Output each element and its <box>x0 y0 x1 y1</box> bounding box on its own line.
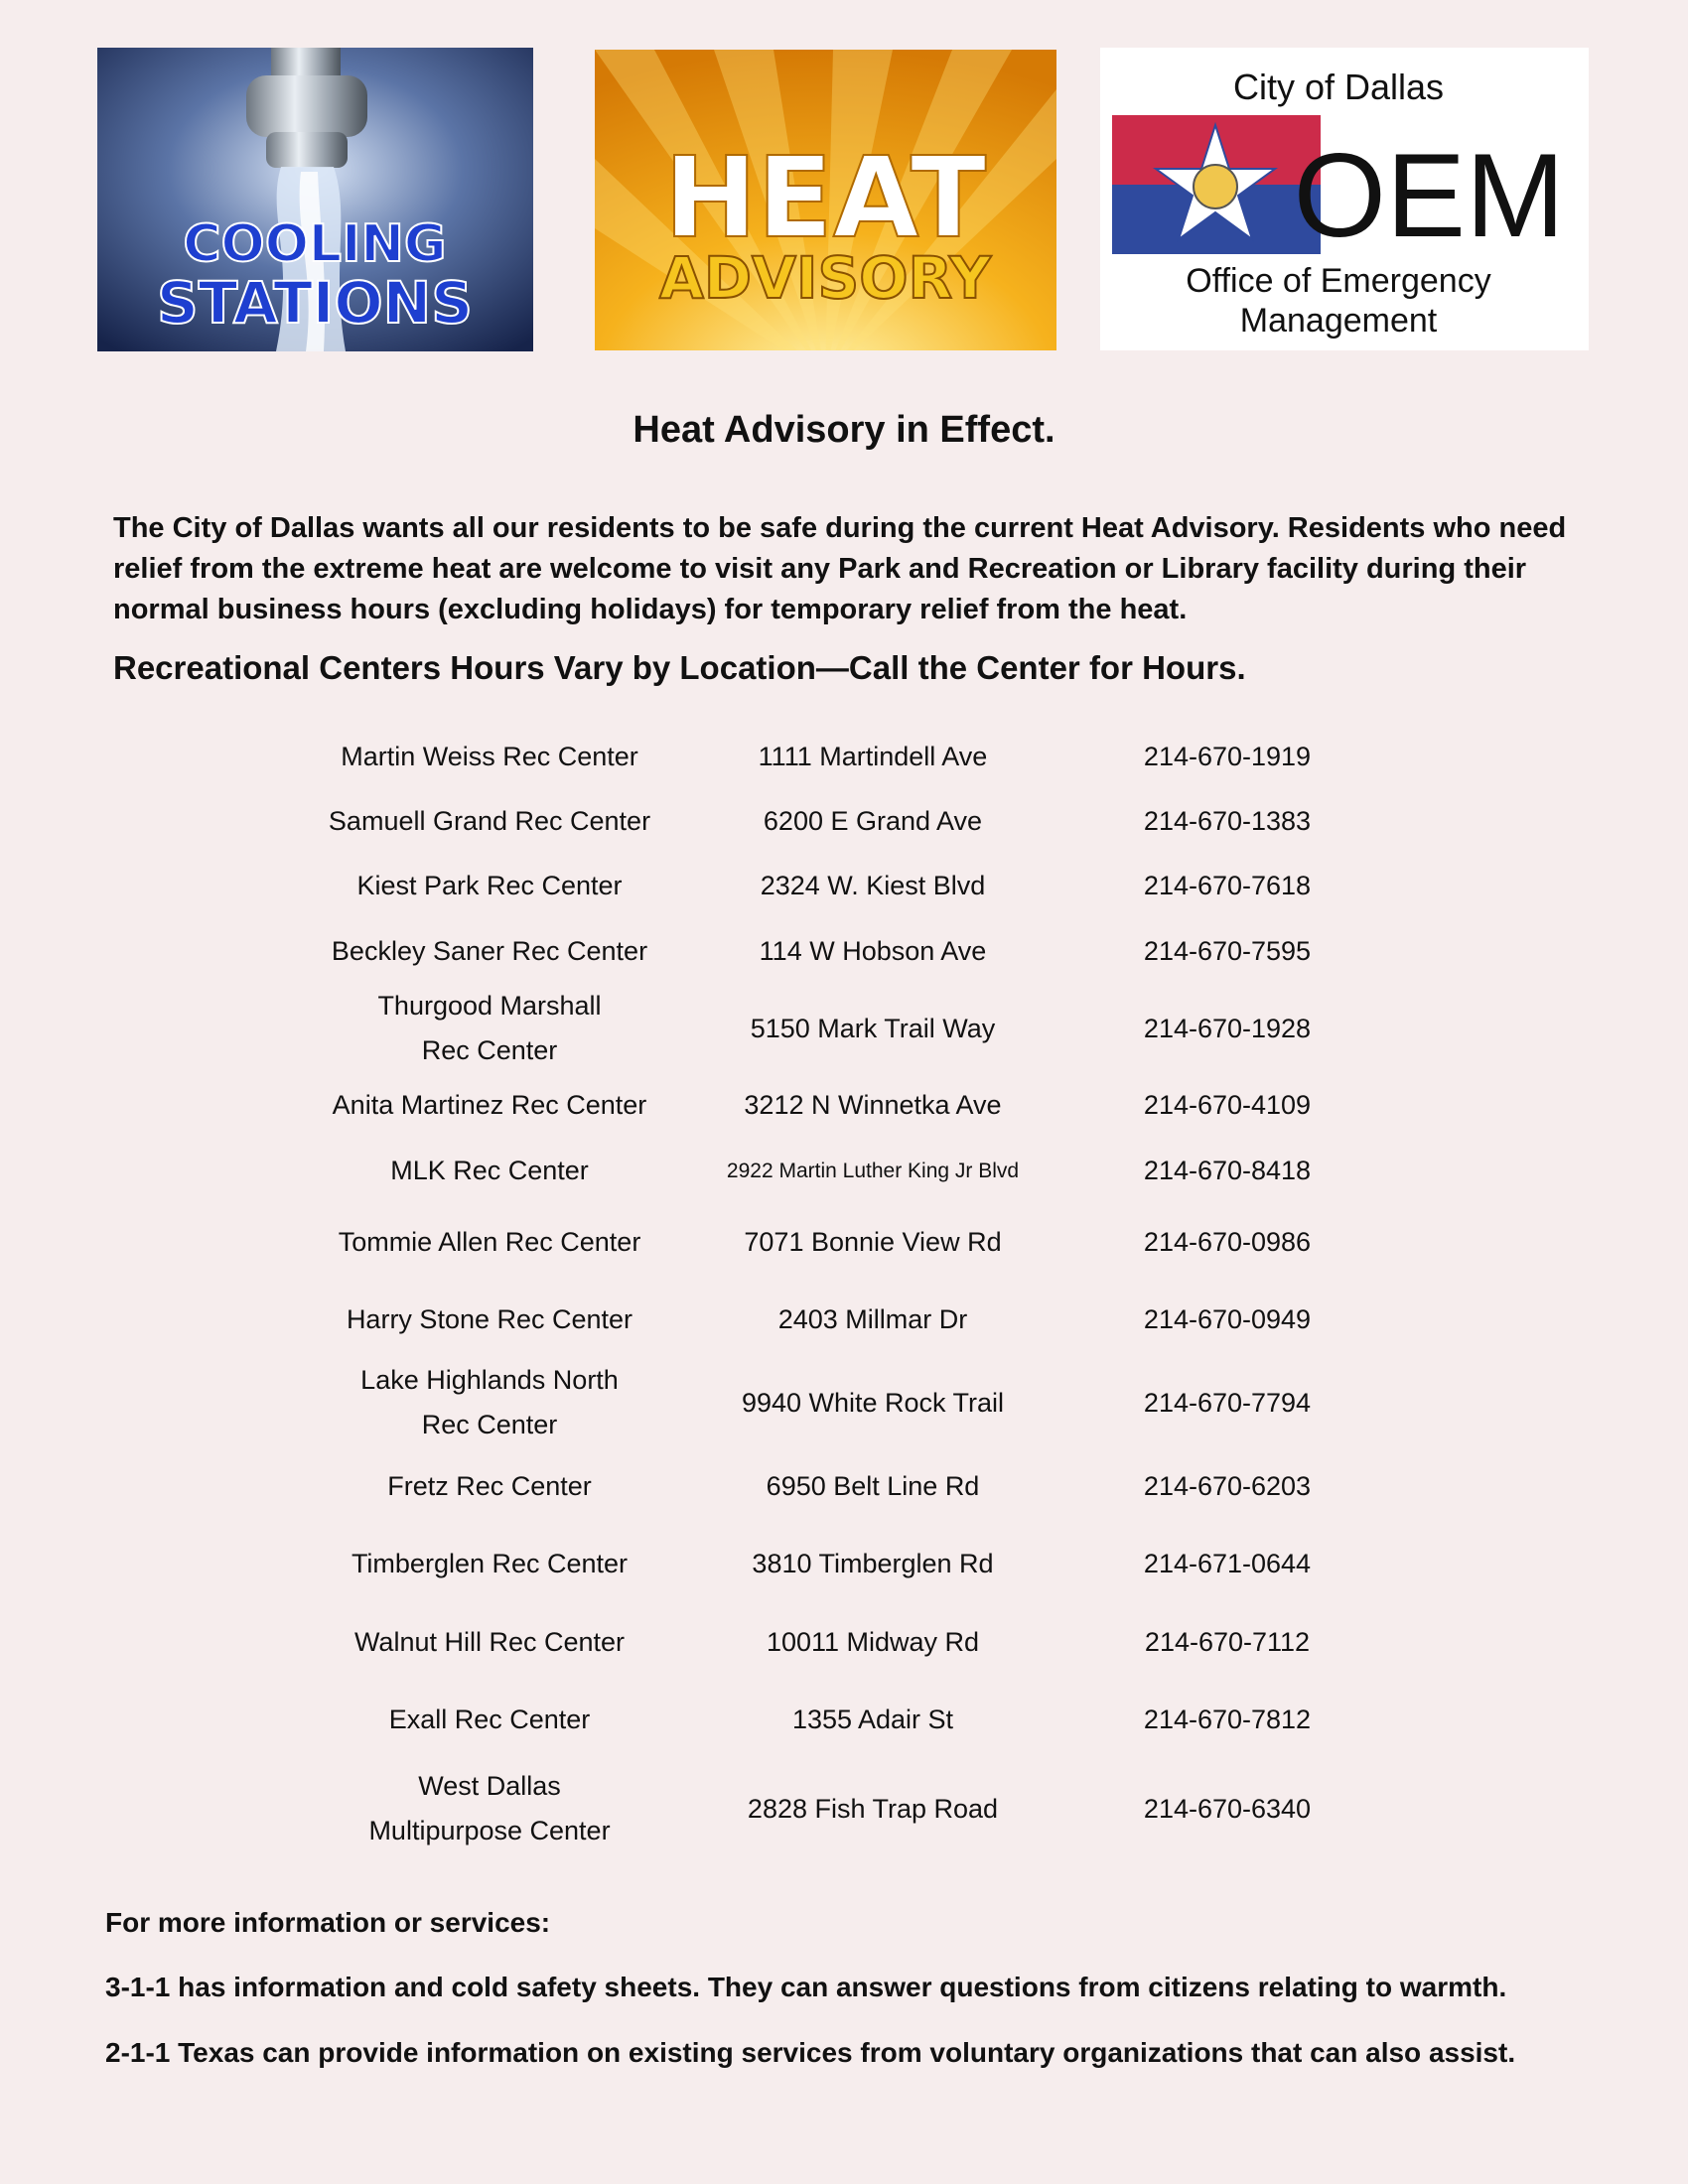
center-phone: 214-670-0949 <box>1143 1303 1312 1334</box>
oem-line1-text: Office of Emergency <box>1186 262 1491 300</box>
table-row <box>298 725 1390 788</box>
center-phone: 214-670-1928 <box>1143 1013 1312 1043</box>
center-name: Exall Rec Center <box>388 1705 591 1734</box>
center-address: 7071 Bonnie View Rd <box>744 1226 1002 1257</box>
center-phone: 214-671-0644 <box>1143 1549 1312 1578</box>
page-title: Heat Advisory in Effect. <box>633 409 1055 451</box>
center-phone: 214-670-8418 <box>1143 1155 1312 1185</box>
oem-line2-text: Management <box>1239 302 1438 340</box>
table-row <box>298 1281 1390 1358</box>
center-name: Beckley Saner Rec Center <box>331 935 648 966</box>
center-name: Kiest Park Rec Center <box>356 871 623 900</box>
center-address: 9940 White Rock Trail <box>741 1387 1005 1418</box>
heat-advisory-image <box>595 50 1056 350</box>
center-address: 114 W Hobson Ave <box>759 935 987 966</box>
center-name <box>298 984 681 1073</box>
center-phone: 214-670-4109 <box>1143 1090 1312 1120</box>
cooling-text-line1: COOLING <box>183 214 447 274</box>
oem-acronym-text: OEM <box>1293 129 1565 262</box>
center-phone: 214-670-1383 <box>1143 805 1312 836</box>
intro-paragraph: The City of Dallas wants all our residents to be safe during the current Heat Advisory. Residents who need relief from the extreme heat are welcome to visit any Park and Recreation or Library facility during their normal business hours (excluding holidays) for temporary relief from the heat. <box>113 512 1567 625</box>
center-name: Fretz Rec Center <box>387 1470 592 1501</box>
center-address: 3212 N Winnetka Ave <box>744 1090 1002 1120</box>
table-row <box>298 1759 1390 1858</box>
table-row <box>298 1525 1390 1603</box>
center-address: 2324 W. Kiest Blvd <box>760 871 986 900</box>
city-seal-icon <box>1194 165 1237 208</box>
oem-logo-image <box>1100 48 1589 350</box>
center-phone: 214-670-6203 <box>1143 1470 1312 1501</box>
center-phone: 214-670-7595 <box>1143 935 1312 966</box>
cooling-text-line2: STATIONS <box>157 269 473 337</box>
center-phone: 214-670-1919 <box>1143 741 1312 771</box>
center-name-line2: Rec Center <box>421 1410 558 1439</box>
footer-211-line: 2-1-1 Texas can provide information on existing services from voluntary organizations that can also assist. <box>105 2037 1516 2068</box>
table-row <box>298 1073 1390 1138</box>
center-phone: 214-670-0986 <box>1143 1226 1312 1257</box>
center-address: 5150 Mark Trail Way <box>750 1013 996 1043</box>
table-row <box>298 1603 1390 1681</box>
center-phone: 214-670-7794 <box>1143 1387 1312 1418</box>
center-address: 6950 Belt Line Rd <box>766 1470 980 1501</box>
dallas-oem-logo <box>1100 48 1589 350</box>
center-address: 1355 Adair St <box>791 1705 954 1734</box>
table-row <box>298 1447 1390 1525</box>
center-name-line1: Lake Highlands North <box>360 1365 619 1395</box>
center-phone: 214-670-7812 <box>1143 1705 1312 1734</box>
oem-city-text: City of Dallas <box>1232 67 1445 107</box>
cooling-stations-logo <box>97 48 533 351</box>
center-name: Tommie Allen Rec Center <box>338 1226 641 1257</box>
center-address: 2828 Fish Trap Road <box>747 1793 999 1824</box>
table-row <box>298 1203 1390 1281</box>
table-row <box>298 918 1390 984</box>
center-name-line2: Rec Center <box>421 1035 558 1065</box>
heat-text: HEAT <box>663 134 987 263</box>
table-row <box>298 788 1390 854</box>
faucet-image <box>97 48 533 351</box>
section-subheading: Recreational Centers Hours Vary by Location—Call the Center for Hours. <box>113 649 1246 686</box>
center-address: 1111 Martindell Ave <box>758 741 988 771</box>
advisory-text: ADVISORY <box>658 244 992 312</box>
table-row <box>298 854 1390 918</box>
rec-centers-table <box>298 725 1390 1858</box>
table-row <box>298 1358 1390 1447</box>
center-phone: 214-670-7112 <box>1144 1626 1311 1657</box>
center-name: Samuell Grand Rec Center <box>328 805 651 836</box>
center-name-line2: Multipurpose Center <box>368 1816 611 1845</box>
footer-heading: For more information or services: <box>105 1907 551 1938</box>
table-row <box>298 1681 1390 1759</box>
table-row <box>298 984 1390 1073</box>
center-name: Timberglen Rec Center <box>351 1549 629 1578</box>
table-row <box>298 1138 1390 1203</box>
center-name: Martin Weiss Rec Center <box>341 741 638 771</box>
center-name <box>298 1759 681 1858</box>
center-phone: 214-670-7618 <box>1143 871 1312 900</box>
center-address: 2403 Millmar Dr <box>777 1303 968 1334</box>
center-name <box>298 1358 681 1447</box>
center-name: Harry Stone Rec Center <box>346 1303 633 1334</box>
center-name: Anita Martinez Rec Center <box>332 1090 647 1120</box>
heat-advisory-logo <box>595 50 1056 350</box>
center-name: Walnut Hill Rec Center <box>353 1626 626 1657</box>
center-address: 3810 Timberglen Rd <box>752 1549 994 1578</box>
footer-311-line: 3-1-1 has information and cold safety sheets. They can answer questions from citizens relating to warmth. <box>105 1972 1507 2002</box>
center-phone: 214-670-6340 <box>1143 1793 1312 1824</box>
center-address: 6200 E Grand Ave <box>763 805 983 836</box>
center-address: 10011 Midway Rd <box>766 1626 980 1657</box>
center-name: MLK Rec Center <box>390 1155 589 1185</box>
center-name-line1: Thurgood Marshall <box>377 991 602 1021</box>
center-name-line1: West Dallas <box>418 1771 561 1801</box>
center-address: 2922 Martin Luther King Jr Blvd <box>726 1159 1020 1182</box>
